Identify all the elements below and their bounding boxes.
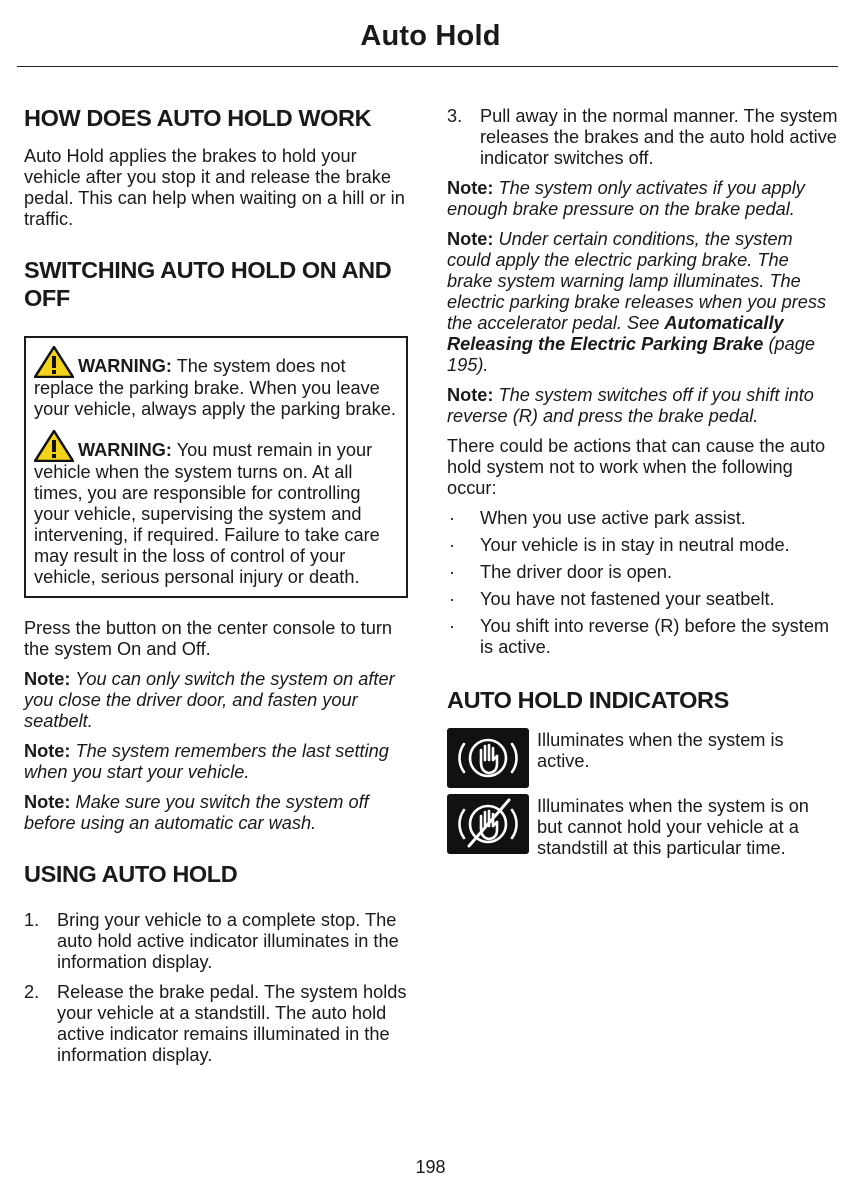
heading-auto-hold-indicators: AUTO HOLD INDICATORS <box>447 687 729 713</box>
step-text: Pull away in the normal manner. The system releases the brakes and the auto hold active indicator switches off. <box>480 106 838 168</box>
warning-label: WARNING: <box>78 440 172 460</box>
warning-text: The system does not replace the parking brake. When you leave your vehicle, always apply the parking brake. <box>34 356 396 419</box>
title-divider <box>17 66 838 67</box>
note-label: Note: <box>447 385 494 405</box>
left-column <box>24 100 408 1075</box>
note-switch-on <box>24 669 408 732</box>
heading-using-auto-hold: USING AUTO HOLD <box>24 861 238 887</box>
note-text: The system switches off if you shift into reverse (R) and press the brake pedal. <box>447 385 814 426</box>
indicator-standby-text: Illuminates when the system is on but cannot hold your vehicle at a standstill at this particular time. <box>537 796 809 858</box>
condition-item: · Your vehicle is in stay in neutral mode. <box>449 535 790 555</box>
press-button-body: Press the button on the center console to turn the system On and Off. <box>24 618 393 659</box>
condition-item: · You shift into reverse (R) before the system is active. <box>449 616 830 657</box>
auto-hold-standby-icon <box>447 794 529 854</box>
note-label: Note: <box>447 178 494 198</box>
note-text: You can only switch the system on after you close the driver door, and fasten your seatbelt. <box>24 669 395 731</box>
bullet: · <box>449 616 456 636</box>
note-label: Note: <box>447 229 494 249</box>
warning-label: WARNING: <box>78 356 172 376</box>
warning-box <box>24 336 408 598</box>
page-reference: (page 195). <box>447 334 815 375</box>
step-text: Release the brake pedal. The system holds your vehicle at a standstill. The auto hold active indicator remains illuminated in the information display. <box>57 982 407 1065</box>
bullet: · <box>449 535 456 555</box>
bullet: · <box>449 508 456 528</box>
heading-how-does-auto-hold-work: HOW DOES AUTO HOLD WORK <box>24 105 372 131</box>
how-body: Auto Hold applies the brakes to hold your vehicle after you stop it and release the brake pedal. This can help when waiting on a hill or in traffic. <box>24 146 405 229</box>
bullet: · <box>449 589 456 609</box>
actions-intro: There could be actions that can cause the auto hold system not to work when the following occur: <box>447 436 826 498</box>
note-reverse <box>447 385 839 427</box>
indicator-active-text: Illuminates when the system is active. <box>537 730 784 771</box>
note-electric-parking-brake <box>447 229 839 376</box>
note-label: Note: <box>24 792 71 812</box>
conditions-list <box>447 508 839 658</box>
note-text: Under certain conditions, the system could apply the electric parking brake. The brake system warning lamp illuminates. The electric parking brake releases when you press the accelerator pedal. See <box>447 229 827 333</box>
note-text: Make sure you switch the system off before using an automatic car wash. <box>24 792 369 833</box>
warning-triangle-icon <box>34 346 74 378</box>
step-2 <box>24 982 408 1066</box>
step-text: Bring your vehicle to a complete stop. The auto hold active indicator illuminates in the information display. <box>57 910 399 972</box>
step-1 <box>24 910 408 973</box>
note-text: The system remembers the last setting when you start your vehicle. <box>24 741 389 782</box>
condition-item: · You have not fastened your seatbelt. <box>449 589 775 609</box>
condition-item: · When you use active park assist. <box>449 508 746 528</box>
page-title: Auto Hold <box>360 20 501 52</box>
step-number: 3. <box>447 106 463 126</box>
warning-text: You must remain in your vehicle when the system turns on. At all times, you are responsible for controlling your vehicle, supervising the system and intervening, if required. Failure to take care may result in the loss of control of your vehicle, serious personal injury or death. <box>34 440 380 587</box>
bullet: · <box>449 562 456 582</box>
warning-1 <box>34 346 398 420</box>
steps-list-continued <box>447 106 839 169</box>
note-label: Note: <box>24 741 71 761</box>
page-number: 198 <box>415 1157 446 1177</box>
step-3 <box>447 106 839 169</box>
auto-hold-active-icon <box>447 728 529 788</box>
steps-list <box>24 910 408 1066</box>
step-number: 1. <box>24 910 40 930</box>
condition-item: · The driver door is open. <box>449 562 673 582</box>
heading-switching-auto-hold: SWITCHING AUTO HOLD ON AND OFF <box>24 257 392 311</box>
indicator-standby <box>447 796 839 859</box>
note-car-wash <box>24 792 408 834</box>
indicator-active <box>447 730 839 790</box>
step-number: 2. <box>24 982 40 1002</box>
warning-triangle-icon <box>34 430 74 462</box>
right-column <box>447 106 839 865</box>
cross-reference-link[interactable]: Automatically Releasing the Electric Parking Brake <box>447 313 784 354</box>
warning-2 <box>34 430 398 588</box>
note-label: Note: <box>24 669 71 689</box>
note-brake-pressure <box>447 178 839 220</box>
note-text: The system only activates if you apply enough brake pressure on the brake pedal. <box>447 178 805 219</box>
note-remembers <box>24 741 408 783</box>
